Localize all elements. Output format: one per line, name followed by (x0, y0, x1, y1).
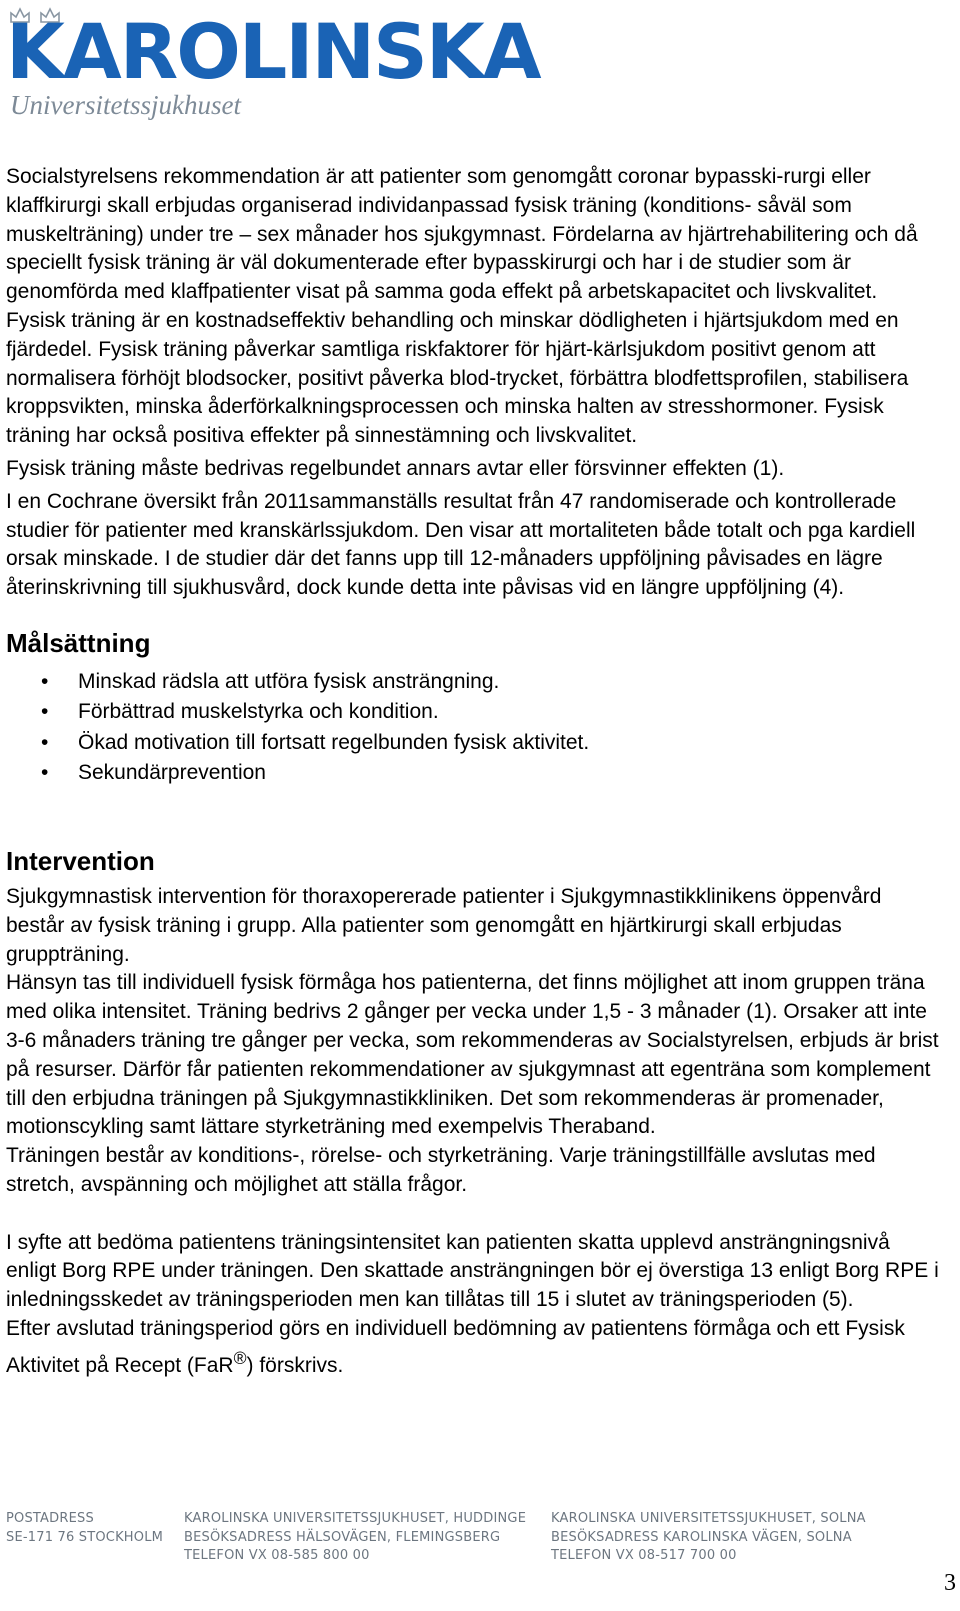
list-item-text: Förbättrad muskelstyrka och kondition. (78, 700, 439, 724)
paragraph: I syfte att bedöma patientens träningsintensitet kan patienten skatta upplevd ansträngningsnivå enligt Borg RPE under träningen. Den skattade ansträngningen bör ej överstiga 13 enligt Borg RPE i inledningsskedet av träningsperioden men kan tillåtas till 15 i slutet av träningsperioden (5). (6, 1230, 939, 1312)
list-item (6, 667, 941, 698)
paragraph: I en Cochrane översikt från 2011sammanställs resultat från 47 randomiserade och kontrollerade studier för patienter med kranskärlssjukdom. Den visar att mortaliteten både totalt och pga kardiell orsak minskade. I de studier där det fanns upp till 12-månaders uppföljning påvisades en lägre återinskrivning till sjukhusvård, dock kunde detta inte påvisas vid en längre uppföljning (4). (6, 489, 916, 600)
paragraph: Hänsyn tas till individuell fysisk förmåga hos patienterna, det finns möjlighet att inom gruppen träna med olika intensitet. Träning bedrivs 2 gånger per vecka under 1,5 - 3 månader (1). Orsaker att inte 3-6 månaders träning tre gånger per vecka, som rekommenderas av Socialstyrelsen, erbjuds är brist på resurser. Därför får patienten rekommendationer av sjukgymnast att egenträna som komplement till den erbjudna träningen på Sjukgymnastikkliniken. Det som rekommenderas är promenader, motionscykling samt lättare styrketräning med exempelvis Theraband. (6, 971, 939, 1139)
footer-huddinge (184, 1510, 526, 1566)
bullet-icon: • (41, 730, 49, 754)
list-item-text: Minskad rädsla att utföra fysisk ansträngning. (78, 669, 500, 693)
footer-line: KAROLINSKA UNIVERSITETSSJUKHUSET, SOLNA (551, 1511, 866, 1526)
list-item (6, 697, 941, 728)
document-body (6, 163, 941, 1381)
list-item (6, 758, 941, 789)
bullet-icon: • (41, 761, 49, 785)
paragraph: Fysisk träning är en kostnadseffektiv behandling och minskar dödligheten i hjärtsjukdom med en fjärdedel. Fysisk träning påverkar samtliga riskfaktorer för hjärt-kärlsjukdom positivt genom att normalisera förhöjt blodsocker, positivt påverka blod-trycket, förbättra blodfettsprofilen, stabilisera kroppsvikten, minska åderförkalkningsprocessen och minska halten av stresshormoner. Fysisk träning har också positiva effekter på sinnestämning och livskvalitet. (6, 308, 909, 448)
paragraph: Träningen består av konditions-, rörelse- och styrketräning. Varje träningstillfälle avslutas med stretch, avspänning och möjlighet att ställa frågor. (6, 1144, 876, 1196)
karolinska-logo (6, 4, 540, 124)
bullet-icon: • (41, 700, 49, 724)
footer-postal-address (6, 1510, 163, 1547)
footer-line: TELEFON VX 08-517 700 00 (551, 1548, 737, 1563)
footer-line: POSTADRESS (6, 1511, 94, 1526)
footer-solna (551, 1510, 866, 1566)
page-number: 3 (944, 1570, 956, 1596)
registered-mark: ® (233, 1347, 247, 1368)
list-item (6, 728, 941, 759)
footer-line: BESÖKSADRESS KAROLINSKA VÄGEN, SOLNA (551, 1529, 852, 1545)
paragraph: Sjukgymnastisk intervention för thoraxopererade patienter i Sjukgymnastikklinikens öppenvård består av fysisk träning i grupp. Alla patienter som genomgått en hjärtkirurgi skall erbjudas gruppträning. (6, 884, 882, 966)
footer-line: TELEFON VX 08-585 800 00 (184, 1548, 370, 1563)
footer-line: SE-171 76 STOCKHOLM (6, 1529, 164, 1545)
logo-wordmark: KAROLINSKA (6, 7, 540, 96)
footer-line: BESÖKSADRESS HÄLSOVÄGEN, FLEMINGSBERG (184, 1529, 501, 1545)
paragraph: Fysisk träning måste bedrivas regelbundet annars avtar eller försvinner effekten (1). (6, 456, 785, 480)
list-item-text: Ökad motivation till fortsatt regelbunden fysisk aktivitet. (78, 730, 590, 754)
footer (6, 1510, 956, 1610)
paragraph (6, 1315, 941, 1381)
footer-line: KAROLINSKA UNIVERSITETSSJUKHUSET, HUDDINGE (184, 1511, 527, 1526)
logo-subtitle: Universitetssjukhuset (10, 90, 241, 120)
paragraph-text: ) förskrivs. (246, 1353, 344, 1377)
goals-list (6, 667, 941, 789)
paragraph-text: Efter avslutad träningsperiod görs en individuell bedömning av patientens förmåga och ett Fysisk Aktivitet på Recept (FaR (6, 1316, 905, 1377)
paragraph: Socialstyrelsens rekommendation är att patienter som genomgått coronar bypasski-rurgi eller klaffkirurgi skall erbjudas organiserad individanpassad fysisk träning (konditions- såväl som muskelträning) under tre – sex månader hos sjukgymnast. Fördelarna av hjärtrehabilitering och då speciellt fysisk träning är väl dokumenterade efter bypasskirurgi och har i de studier som är genomförda med klaffpatienter visat på samma goda effekt på arbetskapacitet och livskvalitet. (6, 165, 918, 304)
section-heading-malsattning: Målsättning (6, 627, 151, 658)
bullet-icon: • (41, 669, 49, 693)
section-heading-intervention: Intervention (6, 845, 155, 876)
list-item-text: Sekundärprevention (78, 761, 266, 785)
